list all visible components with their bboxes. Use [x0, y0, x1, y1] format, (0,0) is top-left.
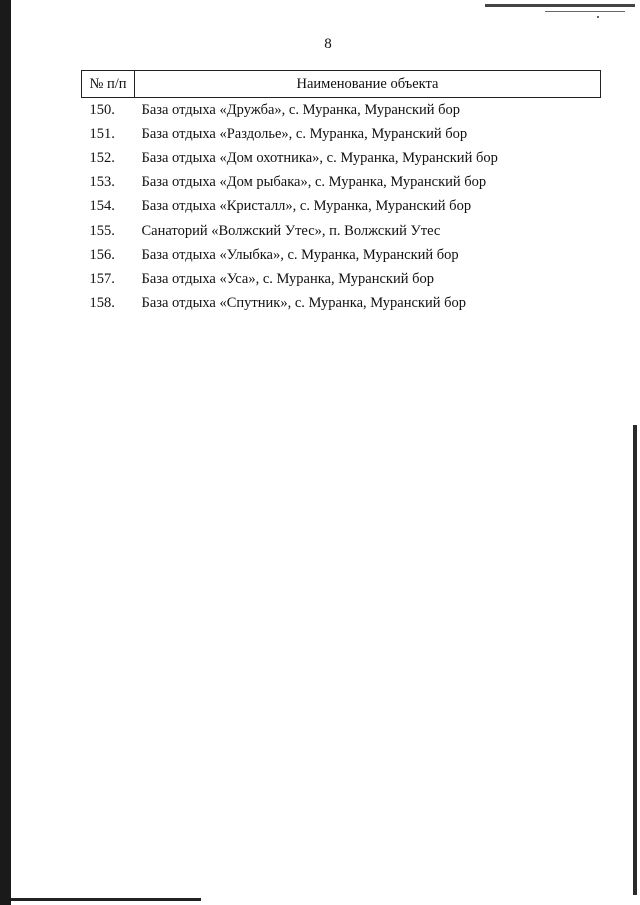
row-number: 151. [89, 125, 115, 142]
table-row [82, 171, 601, 195]
header-number: № п/п [82, 71, 135, 98]
row-number: 150. [89, 101, 115, 118]
scan-border-left [0, 0, 11, 905]
row-object-name: База отдыха «Уса», с. Муранка, Муранский бор [141, 270, 434, 287]
scan-speck [597, 16, 599, 18]
row-object-name: База отдыха «Спутник», с. Муранка, Муранский бор [141, 295, 466, 312]
scan-mark-top [485, 4, 635, 7]
row-number: 156. [89, 246, 115, 263]
table-row [82, 219, 601, 243]
table-header-row [82, 71, 601, 98]
table-row [82, 243, 601, 267]
row-number: 154. [89, 198, 115, 215]
row-object-name: Санаторий «Волжский Утес», п. Волжский Утес [141, 222, 441, 239]
header-object-name: Наименование объекта [135, 71, 601, 98]
table-row [82, 146, 601, 170]
row-object-name: База отдыха «Раздолье», с. Муранка, Муранский бор [141, 125, 468, 142]
scan-mark-top-thin [545, 11, 625, 12]
table-row [82, 98, 601, 123]
row-number: 157. [89, 270, 115, 287]
row-object-name: База отдыха «Кристалл», с. Муранка, Муранский бор [141, 198, 472, 215]
row-object-name: База отдыха «Дом охотника», с. Муранка, Муранский бор [141, 149, 498, 166]
row-number: 152. [89, 149, 115, 166]
row-number: 153. [89, 174, 115, 191]
objects-table [81, 70, 601, 316]
page-number: 8 [324, 36, 332, 52]
row-object-name: База отдыха «Дом рыбака», с. Муранка, Муранский бор [141, 174, 487, 191]
row-object-name: База отдыха «Дружба», с. Муранка, Муранский бор [141, 101, 461, 118]
row-object-name: База отдыха «Улыбка», с. Муранка, Муранский бор [141, 246, 459, 263]
table-row [82, 292, 601, 316]
row-number: 158. [89, 295, 115, 312]
row-number: 155. [89, 222, 115, 239]
table-row [82, 195, 601, 219]
scan-border-right [633, 425, 637, 895]
table-row [82, 122, 601, 146]
table-row [82, 267, 601, 291]
scan-mark-bottom [11, 898, 201, 901]
